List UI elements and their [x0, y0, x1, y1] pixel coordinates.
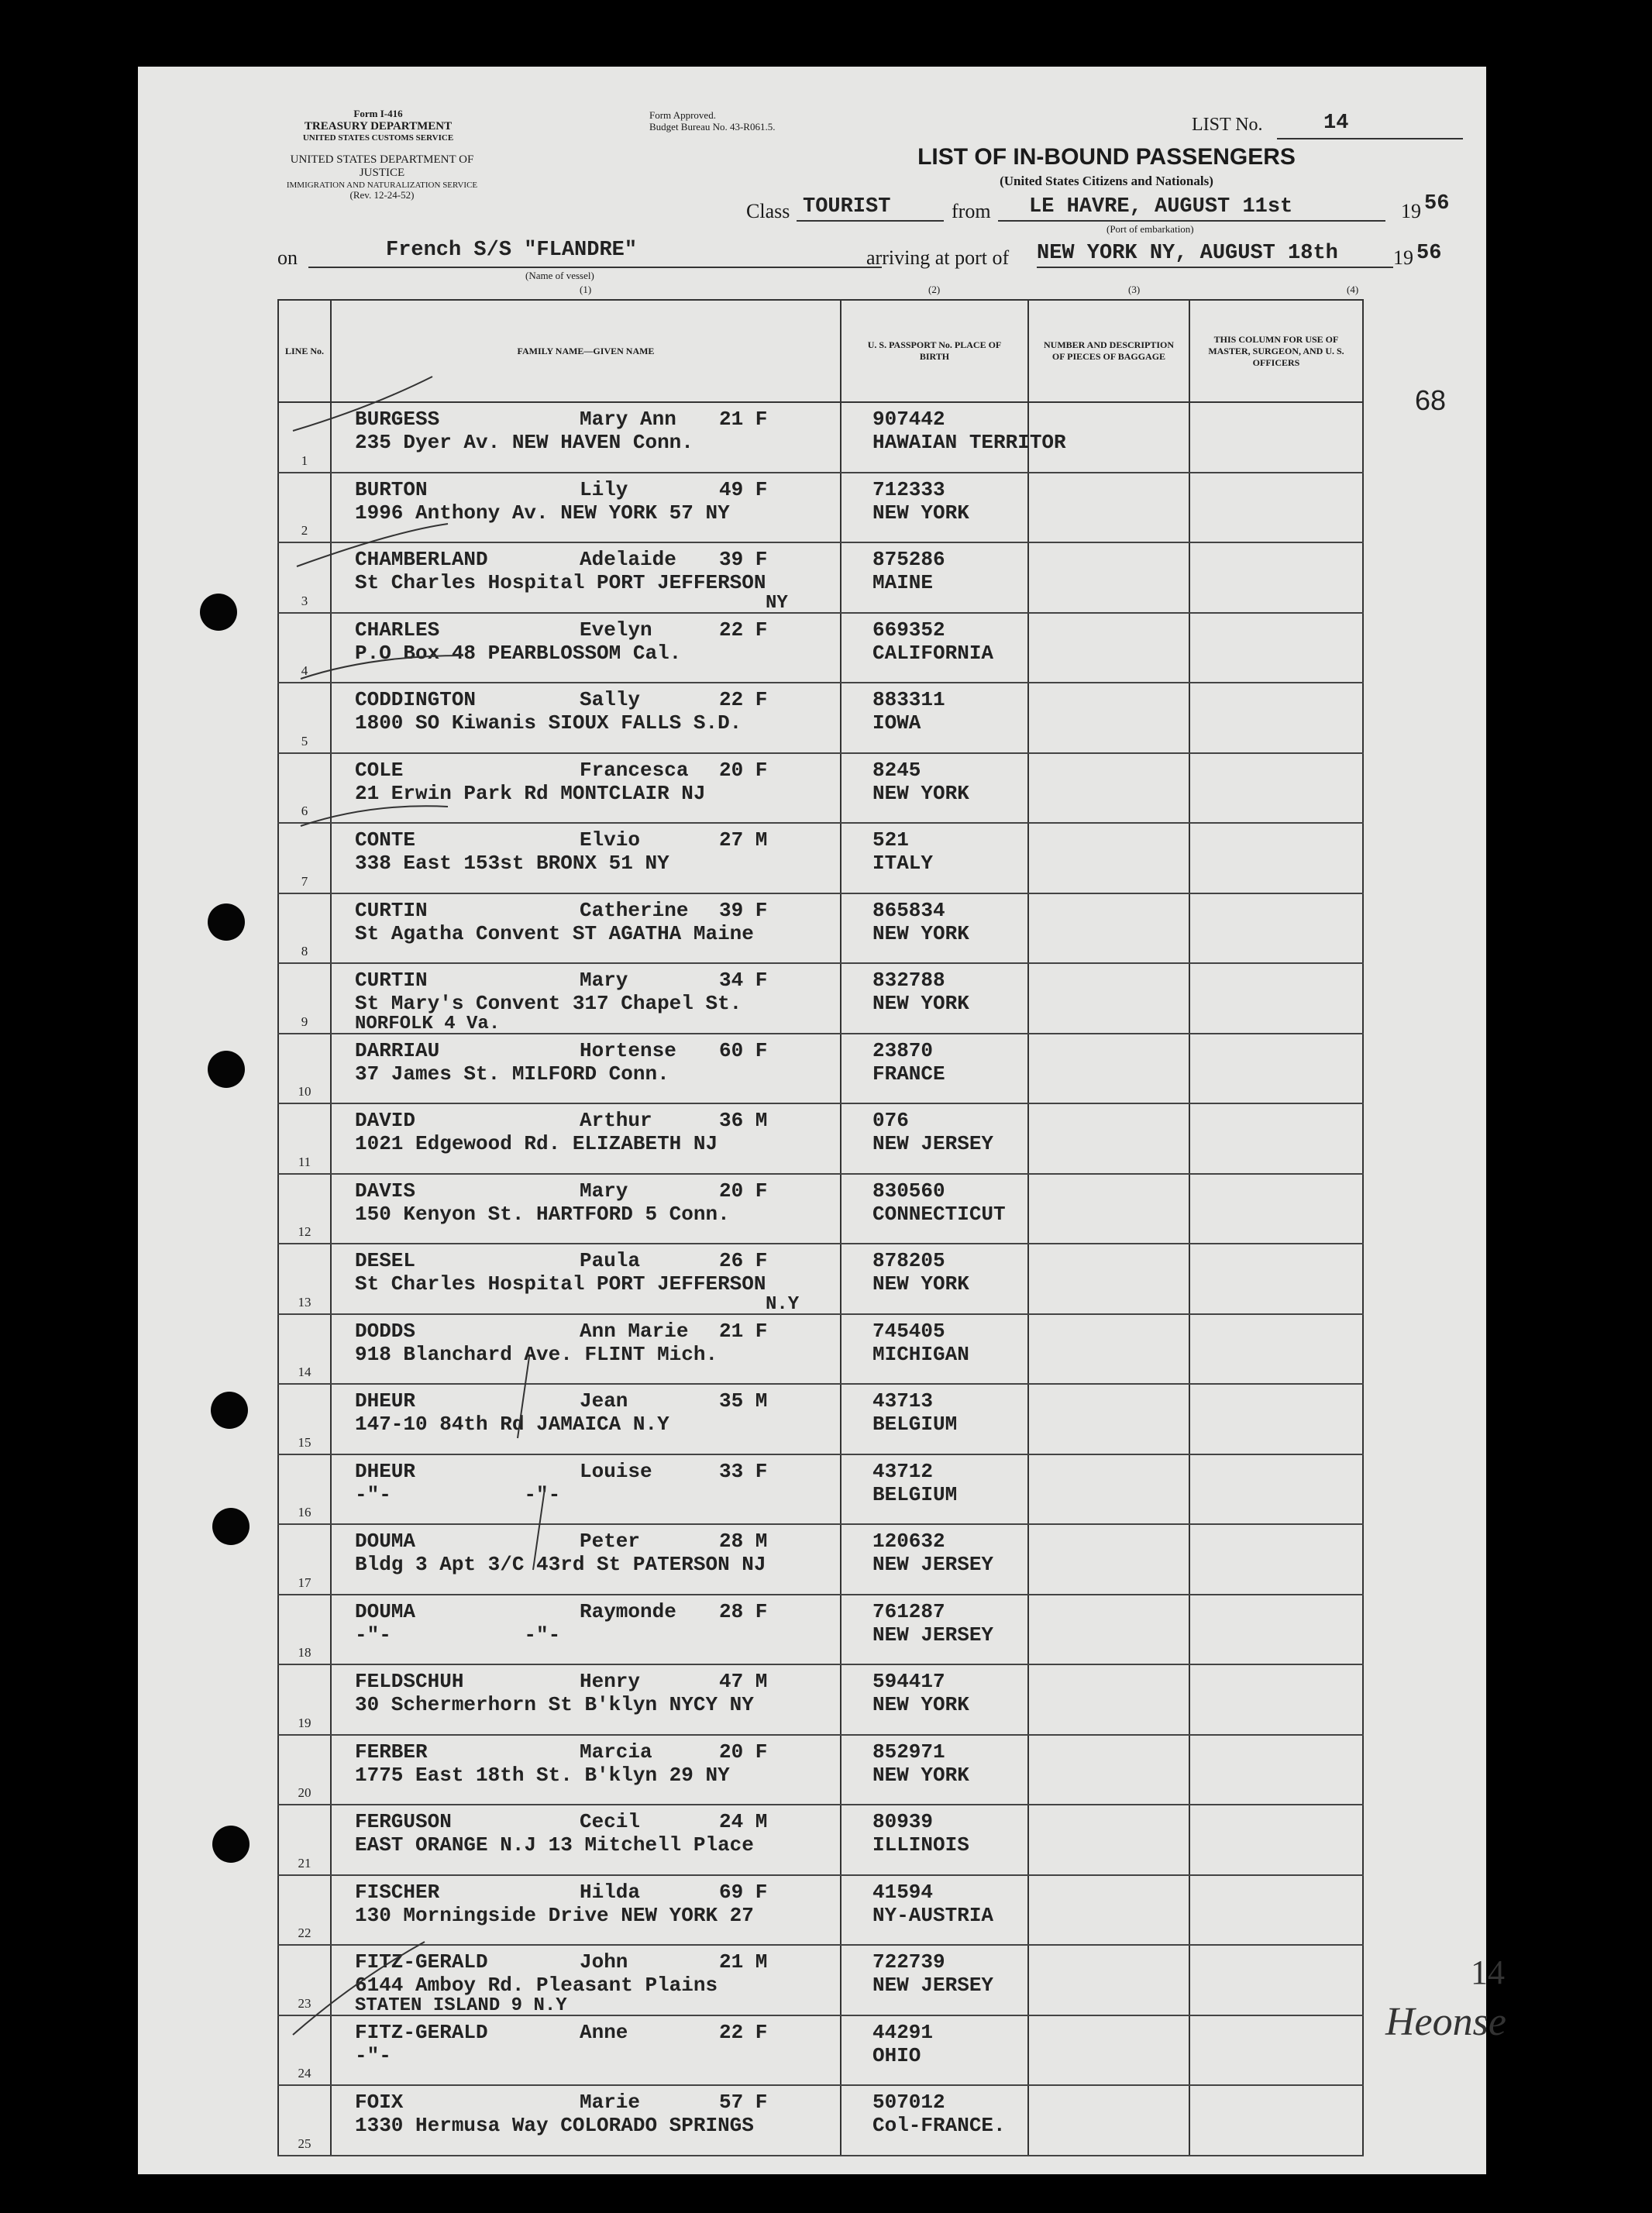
family-name: DAVID — [355, 1109, 416, 1132]
list-no-label: LIST No. — [1192, 115, 1263, 135]
given-name: Cecil — [580, 1810, 641, 1833]
line-number: 3 — [278, 542, 331, 613]
port-caption: (Port of embarkation) — [1106, 223, 1194, 235]
given-name: Louise — [580, 1459, 652, 1483]
age-sex: 34 F — [719, 969, 768, 992]
given-name: Hilda — [580, 1880, 641, 1904]
place-of-birth: ILLINOIS — [872, 1833, 969, 1857]
address-line-1: -"- -"- — [355, 1482, 561, 1506]
given-name: Ann Marie — [580, 1319, 689, 1343]
given-name: Mary Ann — [580, 408, 676, 431]
form-revision: (Rev. 12-24-52) — [349, 189, 415, 201]
given-name: Jean — [580, 1389, 628, 1413]
arrival-port-value: NEW YORK NY, AUGUST 18th — [1037, 242, 1338, 265]
family-name: DARRIAU — [355, 1038, 440, 1062]
line-number: 9 — [278, 963, 331, 1034]
address-line-1: 37 James St. MILFORD Conn. — [355, 1062, 669, 1086]
vessel-caption: (Name of vessel) — [525, 270, 594, 281]
place-of-birth: OHIO — [872, 2043, 921, 2067]
passport-number: 41594 — [872, 1880, 934, 1904]
address-line-1: 130 Morningside Drive NEW YORK 27 — [355, 1903, 754, 1927]
place-of-birth: NEW YORK — [872, 1272, 969, 1296]
place-of-birth: NEW JERSEY — [872, 1132, 994, 1155]
address-line-1: 1800 SO Kiwanis SIOUX FALLS S.D. — [355, 711, 742, 735]
family-name: DOUMA — [355, 1599, 416, 1623]
place-of-birth: BELGIUM — [872, 1482, 958, 1506]
line-number: 12 — [278, 1174, 331, 1244]
passport-number: 120632 — [872, 1530, 945, 1553]
signature: Heonse — [1385, 2000, 1506, 2044]
given-name: Elvio — [580, 828, 641, 852]
place-of-birth: BELGIUM — [872, 1413, 958, 1436]
place-of-birth: CALIFORNIA — [872, 641, 994, 665]
age-sex: 39 F — [719, 548, 768, 571]
place-of-birth: NEW JERSEY — [872, 1974, 994, 1997]
passport-number: 23870 — [872, 1038, 934, 1062]
family-name: FERBER — [355, 1740, 428, 1764]
place-of-birth: IOWA — [872, 711, 921, 735]
officer-note: 68 — [1415, 384, 1447, 416]
passport-number: 076 — [872, 1109, 909, 1132]
family-name: FOIX — [355, 2091, 404, 2114]
given-name: Peter — [580, 1530, 641, 1553]
line-number: 15 — [278, 1384, 331, 1454]
line-number: 19 — [278, 1664, 331, 1735]
family-name: CURTIN — [355, 969, 428, 992]
line-number: 13 — [278, 1244, 331, 1314]
col-header-officers: THIS COLUMN FOR USE OF MASTER, SURGEON, AND U. S. OFFICERS — [1189, 300, 1363, 402]
address-line-1: 6144 Amboy Rd. Pleasant Plains — [355, 1974, 718, 1997]
place-of-birth: NEW JERSEY — [872, 1553, 994, 1576]
line-number: 8 — [278, 893, 331, 964]
age-sex: 21 M — [719, 1950, 768, 1974]
form-number: Form I-416 — [353, 108, 403, 119]
year2-prefix: 19 — [1393, 246, 1413, 269]
embark-port-value: LE HAVRE, AUGUST 11st — [1029, 195, 1293, 219]
passport-number: 669352 — [872, 618, 945, 642]
place-of-birth: NEW YORK — [872, 781, 969, 805]
passport-number: 80939 — [872, 1810, 934, 1833]
passport-number: 832788 — [872, 969, 945, 992]
place-of-birth: NEW YORK — [872, 921, 969, 945]
address-line-1: 21 Erwin Park Rd MONTCLAIR NJ — [355, 781, 706, 805]
passport-number: 883311 — [872, 688, 945, 711]
line-number: 21 — [278, 1805, 331, 1875]
address-line-1: St Charles Hospital PORT JEFFERSON — [355, 1272, 766, 1296]
line-number: 25 — [278, 2085, 331, 2156]
age-sex: 20 F — [719, 1179, 768, 1203]
age-sex: 49 F — [719, 477, 768, 501]
year-prefix: 19 — [1401, 200, 1421, 222]
line-number: 1 — [278, 402, 331, 473]
family-name: DHEUR — [355, 1459, 416, 1483]
passport-number: 878205 — [872, 1249, 945, 1272]
line-number: 2 — [278, 473, 331, 543]
list-no-value: 14 — [1323, 112, 1349, 135]
col-header-line: LINE No. — [278, 300, 331, 402]
given-name: Raymonde — [580, 1599, 676, 1623]
pen-stroke — [533, 1489, 545, 1570]
address-line-2: STATEN ISLAND 9 N.Y — [355, 1995, 567, 2016]
place-of-birth: NEW YORK — [872, 992, 969, 1015]
family-name: DHEUR — [355, 1389, 416, 1413]
place-of-birth: NEW YORK — [872, 1763, 969, 1787]
age-sex: 28 M — [719, 1530, 768, 1553]
family-name: COLE — [355, 758, 404, 782]
family-name: BURTON — [355, 477, 428, 501]
col-header-baggage: NUMBER AND DESCRIPTION OF PIECES OF BAGGAGE — [1028, 300, 1189, 402]
age-sex: 22 F — [719, 2020, 768, 2044]
address-line-1: 918 Blanchard Ave. FLINT Mich. — [355, 1342, 718, 1366]
family-name: FITZ-GERALD — [355, 1950, 488, 1974]
age-sex: 22 F — [719, 618, 768, 642]
passport-number: 907442 — [872, 408, 945, 431]
address-line-1: 150 Kenyon St. HARTFORD 5 Conn. — [355, 1202, 730, 1226]
on-label: on — [277, 246, 298, 269]
class-value: TOURIST — [803, 195, 891, 219]
given-name: Lily — [580, 477, 628, 501]
age-sex: 36 M — [719, 1109, 768, 1132]
arriving-label: arriving at port of — [866, 246, 1010, 269]
pen-stroke — [293, 377, 432, 431]
department2-name: UNITED STATES DEPARTMENT OF JUSTICE — [290, 153, 474, 180]
given-name: Arthur — [580, 1109, 652, 1132]
age-sex: 26 F — [719, 1249, 768, 1272]
family-name: BURGESS — [355, 408, 440, 431]
line-number: 20 — [278, 1735, 331, 1805]
line-number: 17 — [278, 1524, 331, 1595]
line-number: 16 — [278, 1454, 331, 1525]
address-line-2: NY — [766, 593, 788, 614]
passport-number: 43713 — [872, 1389, 934, 1413]
address-line-1: 147-10 84th Rd JAMAICA N.Y — [355, 1413, 669, 1436]
col3-caption: (3) — [1128, 284, 1141, 295]
address-line-1: 1996 Anthony Av. NEW YORK 57 NY — [355, 501, 730, 525]
passport-number: 594417 — [872, 1670, 945, 1693]
address-line-1: St Agatha Convent ST AGATHA Maine — [355, 921, 754, 945]
age-sex: 57 F — [719, 2091, 768, 2114]
class-label: Class — [746, 200, 790, 222]
passport-number: 875286 — [872, 548, 945, 571]
line-number: 23 — [278, 1945, 331, 2015]
year-value: 56 — [1424, 192, 1450, 215]
family-name: DODDS — [355, 1319, 416, 1343]
age-sex: 39 F — [719, 898, 768, 922]
address-line-1: 30 Schermerhorn St B'klyn NYCY NY — [355, 1693, 754, 1716]
passport-number: 8245 — [872, 758, 921, 782]
vessel-value: French S/S "FLANDRE" — [386, 239, 638, 262]
given-name: Mary — [580, 969, 628, 992]
col-header-name: FAMILY NAME—GIVEN NAME — [331, 300, 841, 402]
place-of-birth: NEW JERSEY — [872, 1623, 994, 1647]
passport-number: 830560 — [872, 1179, 945, 1203]
place-of-birth: MAINE — [872, 571, 934, 594]
family-name: FELDSCHUH — [355, 1670, 464, 1693]
place-of-birth: Col-FRANCE. — [872, 2114, 1006, 2137]
department-name: TREASURY DEPARTMENT — [304, 119, 453, 133]
passport-number: 761287 — [872, 1599, 945, 1623]
given-name: Hortense — [580, 1038, 676, 1062]
pen-strokes — [138, 67, 1486, 2174]
passport-number: 44291 — [872, 2020, 934, 2044]
address-line-1: St Charles Hospital PORT JEFFERSON — [355, 571, 766, 594]
line-number: 5 — [278, 683, 331, 753]
place-of-birth: NY-AUSTRIA — [872, 1903, 994, 1927]
from-label: from — [952, 200, 991, 222]
family-name: CODDINGTON — [355, 688, 477, 711]
line-number: 24 — [278, 2015, 331, 2086]
family-name: FISCHER — [355, 1880, 440, 1904]
address-line-1: 1775 East 18th St. B'klyn 29 NY — [355, 1763, 730, 1787]
family-name: CHARLES — [355, 618, 440, 642]
place-of-birth: CONNECTICUT — [872, 1202, 1006, 1226]
address-line-1: St Mary's Convent 317 Chapel St. — [355, 992, 742, 1015]
given-name: Paula — [580, 1249, 641, 1272]
passport-number: 507012 — [872, 2091, 945, 2114]
place-of-birth: FRANCE — [872, 1062, 945, 1086]
service2-name: IMMIGRATION AND NATURALIZATION SERVICE — [286, 180, 478, 190]
age-sex: 28 F — [719, 1599, 768, 1623]
passport-number: 745405 — [872, 1319, 945, 1343]
passenger-manifest-page — [138, 67, 1506, 2174]
given-name: Marcia — [580, 1740, 652, 1764]
family-name: FITZ-GERALD — [355, 2020, 488, 2044]
age-sex: 47 M — [719, 1670, 768, 1693]
year2-value: 56 — [1416, 242, 1442, 265]
col4-caption: (4) — [1347, 284, 1359, 295]
passport-number: 43712 — [872, 1459, 934, 1483]
pen-stroke — [301, 806, 448, 826]
age-sex: 35 M — [719, 1389, 768, 1413]
page-title: LIST OF IN-BOUND PASSENGERS — [917, 144, 1296, 170]
given-name: Francesca — [580, 758, 689, 782]
place-of-birth: MICHIGAN — [872, 1342, 969, 1366]
family-name: DOUMA — [355, 1530, 416, 1553]
service-name: UNITED STATES CUSTOMS SERVICE — [302, 133, 454, 143]
line-number: 11 — [278, 1103, 331, 1174]
place-of-birth: HAWAIAN TERRITOR — [872, 431, 1066, 454]
age-sex: 22 F — [719, 688, 768, 711]
pen-stroke — [293, 1942, 425, 2035]
col1-caption: (1) — [580, 284, 592, 295]
age-sex: 33 F — [719, 1459, 768, 1483]
given-name: John — [580, 1950, 628, 1974]
given-name: Marie — [580, 2091, 641, 2114]
place-of-birth: NEW YORK — [872, 1693, 969, 1716]
age-sex: 27 M — [719, 828, 768, 852]
given-name: Sally — [580, 688, 641, 711]
address-line-1: EAST ORANGE N.J 13 Mitchell Place — [355, 1833, 754, 1857]
line-number: 18 — [278, 1595, 331, 1665]
age-sex: 24 M — [719, 1810, 768, 1833]
family-name: CONTE — [355, 828, 416, 852]
col-header-passport: U. S. PASSPORT No. PLACE OF BIRTH — [841, 300, 1028, 402]
line-number: 4 — [278, 613, 331, 683]
family-name: DESEL — [355, 1249, 416, 1272]
given-name: Catherine — [580, 898, 689, 922]
address-line-1: 1330 Hermusa Way COLORADO SPRINGS — [355, 2114, 754, 2137]
address-line-1: 1021 Edgewood Rd. ELIZABETH NJ — [355, 1132, 718, 1155]
passport-number: 722739 — [872, 1950, 945, 1974]
age-sex: 21 F — [719, 408, 768, 431]
page-subtitle: (United States Citizens and Nationals) — [1000, 174, 1213, 188]
age-sex: 20 F — [719, 1740, 768, 1764]
family-name: CHAMBERLAND — [355, 548, 488, 571]
line-number: 6 — [278, 753, 331, 824]
address-line-2: NORFOLK 4 Va. — [355, 1014, 501, 1034]
age-sex: 60 F — [719, 1038, 768, 1062]
family-name: DAVIS — [355, 1179, 416, 1203]
pen-stroke — [518, 1357, 529, 1438]
given-name: Anne — [580, 2020, 628, 2044]
family-name: CURTIN — [355, 898, 428, 922]
line-number: 22 — [278, 1875, 331, 1946]
col2-caption: (2) — [928, 284, 941, 295]
place-of-birth: NEW YORK — [872, 501, 969, 525]
passport-number: 521 — [872, 828, 909, 852]
family-name: FERGUSON — [355, 1810, 452, 1833]
given-name: Mary — [580, 1179, 628, 1203]
pen-stroke — [297, 524, 448, 566]
line-number: 10 — [278, 1034, 331, 1104]
address-line-1: -"- -"- — [355, 1623, 561, 1647]
given-name: Evelyn — [580, 618, 652, 642]
approval-text: Form Approved. — [649, 109, 716, 121]
age-sex: 20 F — [719, 758, 768, 782]
signature-number: 14 — [1471, 1953, 1505, 1991]
address-line-1: Bldg 3 Apt 3/C 43rd St PATERSON NJ — [355, 1553, 766, 1576]
pen-stroke — [301, 656, 463, 679]
address-line-1: 338 East 153st BRONX 51 NY — [355, 852, 669, 875]
age-sex: 69 F — [719, 1880, 768, 1904]
address-line-1: P.O Box 48 PEARBLOSSOM Cal. — [355, 641, 682, 665]
given-name: Adelaide — [580, 548, 676, 571]
age-sex: 21 F — [719, 1319, 768, 1343]
line-number: 14 — [278, 1314, 331, 1385]
address-line-2: N.Y — [766, 1294, 800, 1315]
passport-number: 852971 — [872, 1740, 945, 1764]
budget-text: Budget Bureau No. 43-R061.5. — [649, 120, 776, 133]
place-of-birth: ITALY — [872, 852, 934, 875]
given-name: Henry — [580, 1670, 641, 1693]
passport-number: 865834 — [872, 898, 945, 922]
line-number: 7 — [278, 823, 331, 893]
address-line-1: -"- — [355, 2043, 391, 2067]
address-line-1: 235 Dyer Av. NEW HAVEN Conn. — [355, 431, 693, 454]
passport-number: 712333 — [872, 477, 945, 501]
